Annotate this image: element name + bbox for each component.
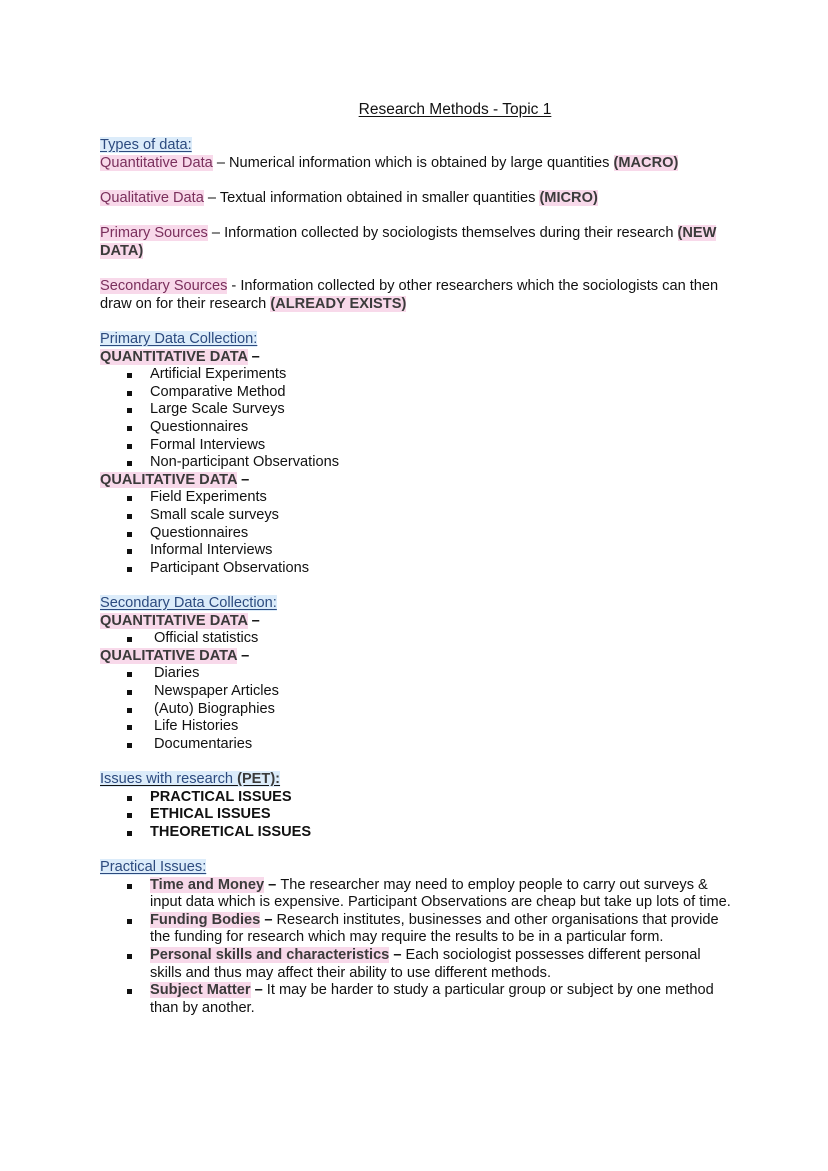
list-item: Time and Money – The researcher may need to employ people to carry out surveys & input data which is expensive. Participant Observations are cheap but take up lots of time. — [100, 877, 732, 912]
secondary-quant-list — [100, 630, 740, 648]
secondary-qual-list — [100, 665, 740, 753]
list-item: (Auto) Biographies — [100, 701, 740, 719]
list-item: Questionnaires — [100, 419, 740, 437]
primary-collection-heading: Primary Data Collection: — [100, 331, 258, 347]
issues-section — [100, 771, 740, 841]
list-item: Questionnaires — [100, 525, 740, 543]
list-item: Newspaper Articles — [100, 683, 740, 701]
primary-qual-list — [100, 489, 740, 577]
practical-list — [100, 877, 732, 1018]
list-item: Informal Interviews — [100, 542, 740, 560]
list-item: PRACTICAL ISSUES — [100, 789, 740, 807]
issues-heading: Issues with research (PET): — [100, 771, 281, 787]
definition-qualitative: Qualitative Data – Textual information obtained in smaller quantities (MICRO) — [100, 190, 598, 206]
list-item: Field Experiments — [100, 489, 740, 507]
list-item: Personal skills and characteristics – Each sociologist possesses different personal skills and thus may affect their ability to use different methods. — [100, 947, 732, 982]
list-item: Non-participant Observations — [100, 454, 740, 472]
list-item: Small scale surveys — [100, 507, 740, 525]
list-item: ETHICAL ISSUES — [100, 806, 740, 824]
primary-collection-section — [100, 331, 740, 577]
secondary-collection-section — [100, 595, 740, 753]
list-item: Documentaries — [100, 736, 740, 754]
primary-qual-label: QUALITATIVE DATA – — [100, 471, 250, 488]
list-item: THEORETICAL ISSUES — [100, 824, 740, 842]
list-item: Life Histories — [100, 718, 740, 736]
list-item: Formal Interviews — [100, 437, 740, 455]
primary-quant-list — [100, 366, 740, 472]
definition-quantitative: Quantitative Data – Numerical information which is obtained by large quantities (MACRO) — [100, 154, 679, 171]
list-item: Artificial Experiments — [100, 366, 740, 384]
list-item: Large Scale Surveys — [100, 401, 740, 419]
page-title: Research Methods - Topic 1 — [358, 101, 552, 118]
practical-issues-section — [100, 859, 732, 1017]
definition-secondary-sources: Secondary Sources - Information collected by other researchers which the sociologists can then draw on for their research (ALREADY EXISTS) — [100, 278, 719, 312]
types-heading: Types of data: — [100, 137, 192, 153]
list-item: Funding Bodies – Research institutes, businesses and other organisations that provide the funding for research which may require the results to be in a particular form. — [100, 912, 732, 947]
secondary-quant-label: QUANTITATIVE DATA – — [100, 612, 260, 629]
list-item: Subject Matter – It may be harder to study a particular group or subject by one method than by another. — [100, 982, 732, 1017]
list-item: Comparative Method — [100, 384, 740, 402]
primary-quant-label: QUANTITATIVE DATA – — [100, 348, 260, 365]
list-item: Participant Observations — [100, 560, 740, 578]
practical-heading: Practical Issues: — [100, 859, 207, 875]
secondary-qual-label: QUALITATIVE DATA – — [100, 647, 250, 664]
types-of-data-section — [100, 137, 740, 172]
secondary-collection-heading: Secondary Data Collection: — [100, 595, 277, 611]
definition-primary-sources: Primary Sources – Information collected by sociologists themselves during their research (NEW DATA) — [100, 225, 717, 259]
list-item: Diaries — [100, 665, 740, 683]
issues-list — [100, 789, 740, 842]
list-item: Official statistics — [100, 630, 740, 648]
